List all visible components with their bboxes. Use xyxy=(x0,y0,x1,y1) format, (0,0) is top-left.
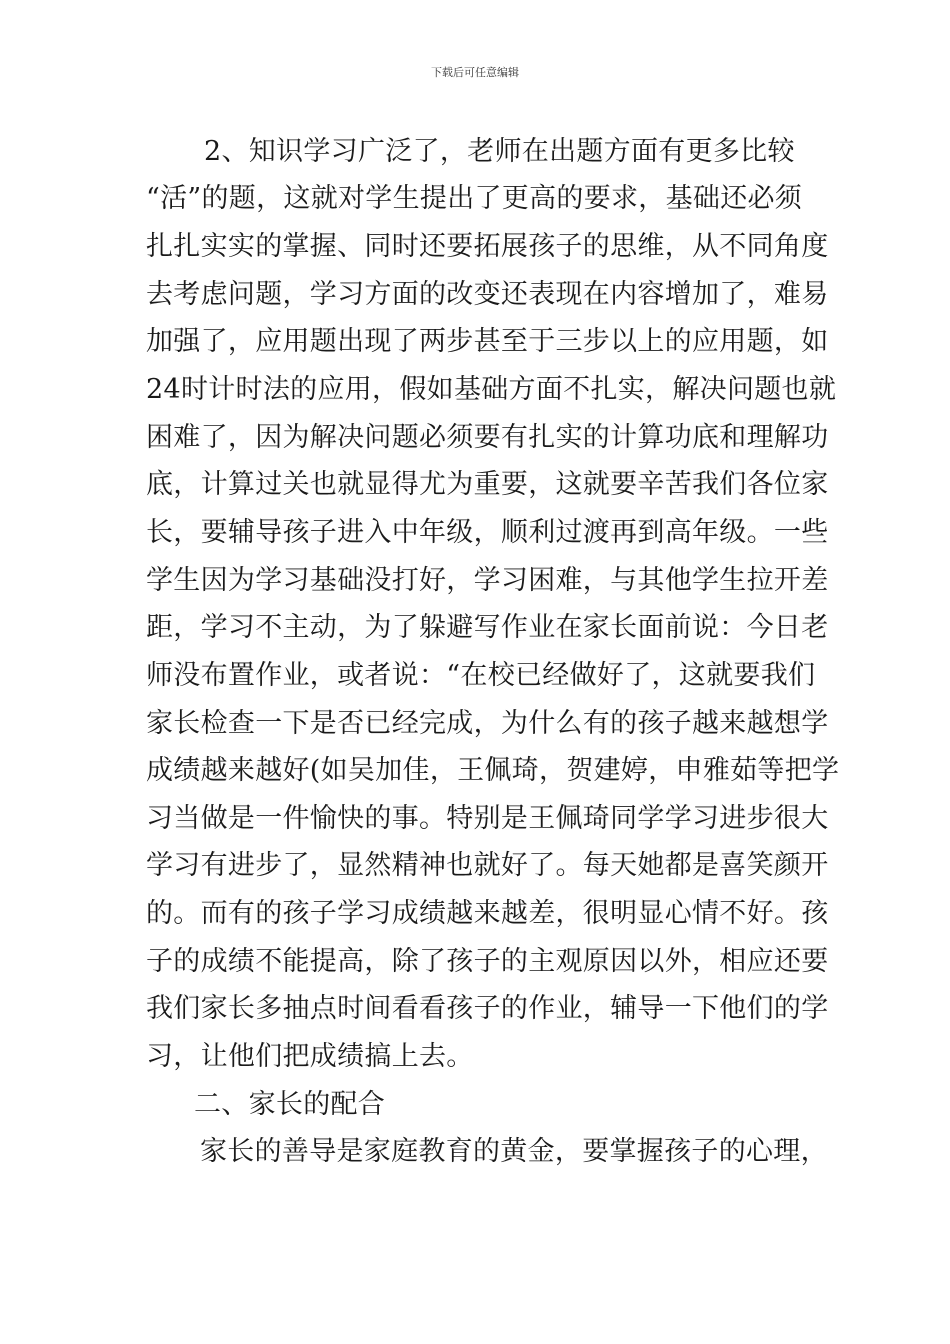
paragraph-line: 家长的善导是家庭教育的黄金，要掌握孩子的心理， xyxy=(200,1136,828,1167)
paragraph-line: 学习有进步了，显然精神也就好了。每天她都是喜笑颜开 xyxy=(146,850,829,881)
paragraph-line: 困难了，因为解决问题必须要有扎实的计算功底和理解功 xyxy=(146,422,829,453)
paragraph-line: 去考虑问题，学习方面的改变还表现在内容增加了，难易 xyxy=(146,279,829,310)
paragraph-line: 子的成绩不能提高，除了孩子的主观原因以外，相应还要 xyxy=(146,946,829,977)
paragraph-line: 成绩越来越好(如吴加佳，王佩琦，贺建婷，申雅茹等把学 xyxy=(146,755,840,786)
paragraph-line: 加强了，应用题出现了两步甚至于三步以上的应用题，如 xyxy=(146,326,829,357)
paragraph-line: 距，学习不主动，为了躲避写作业在家长面前说：今日老 xyxy=(146,612,829,643)
paragraph-line: 长，要辅导孩子进入中年级，顺利过渡再到高年级。一些 xyxy=(146,517,829,548)
paragraph-line: 我们家长多抽点时间看看孩子的作业，辅导一下他们的学 xyxy=(146,993,829,1024)
paragraph-line: 学生因为学习基础没打好，学习困难，与其他学生拉开差 xyxy=(146,565,829,596)
paragraph-line: 扎扎实实的掌握、同时还要拓展孩子的思维，从不同角度 xyxy=(146,231,829,262)
paragraph-line: 习当做是一件愉快的事。特别是王佩琦同学学习进步很大 xyxy=(146,803,829,834)
section-heading: 二、家长的配合 xyxy=(194,1089,386,1120)
paragraph-line: 家长检查一下是否已经完成，为什么有的孩子越来越想学 xyxy=(146,708,829,739)
paragraph-line: 24时计时法的应用，假如基础方面不扎实，解决问题也就 xyxy=(146,374,837,405)
paragraph-line: “活”的题，这就对学生提出了更高的要求，基础还必须 xyxy=(146,183,803,214)
paragraph-line: 的。而有的孩子学习成绩越来越差，很明显心情不好。孩 xyxy=(146,898,829,929)
paragraph-line: 2、知识学习广泛了，老师在出题方面有更多比较 xyxy=(204,136,795,167)
paragraph-line: 习，让他们把成绩搞上去。 xyxy=(146,1041,474,1072)
paragraph-line: 底，计算过关也就显得尤为重要，这就要辛苦我们各位家 xyxy=(146,469,829,500)
page-header: 下载后可任意编辑 xyxy=(431,66,519,79)
paragraph-line: 师没布置作业，或者说：“在校已经做好了，这就要我们 xyxy=(146,660,816,691)
